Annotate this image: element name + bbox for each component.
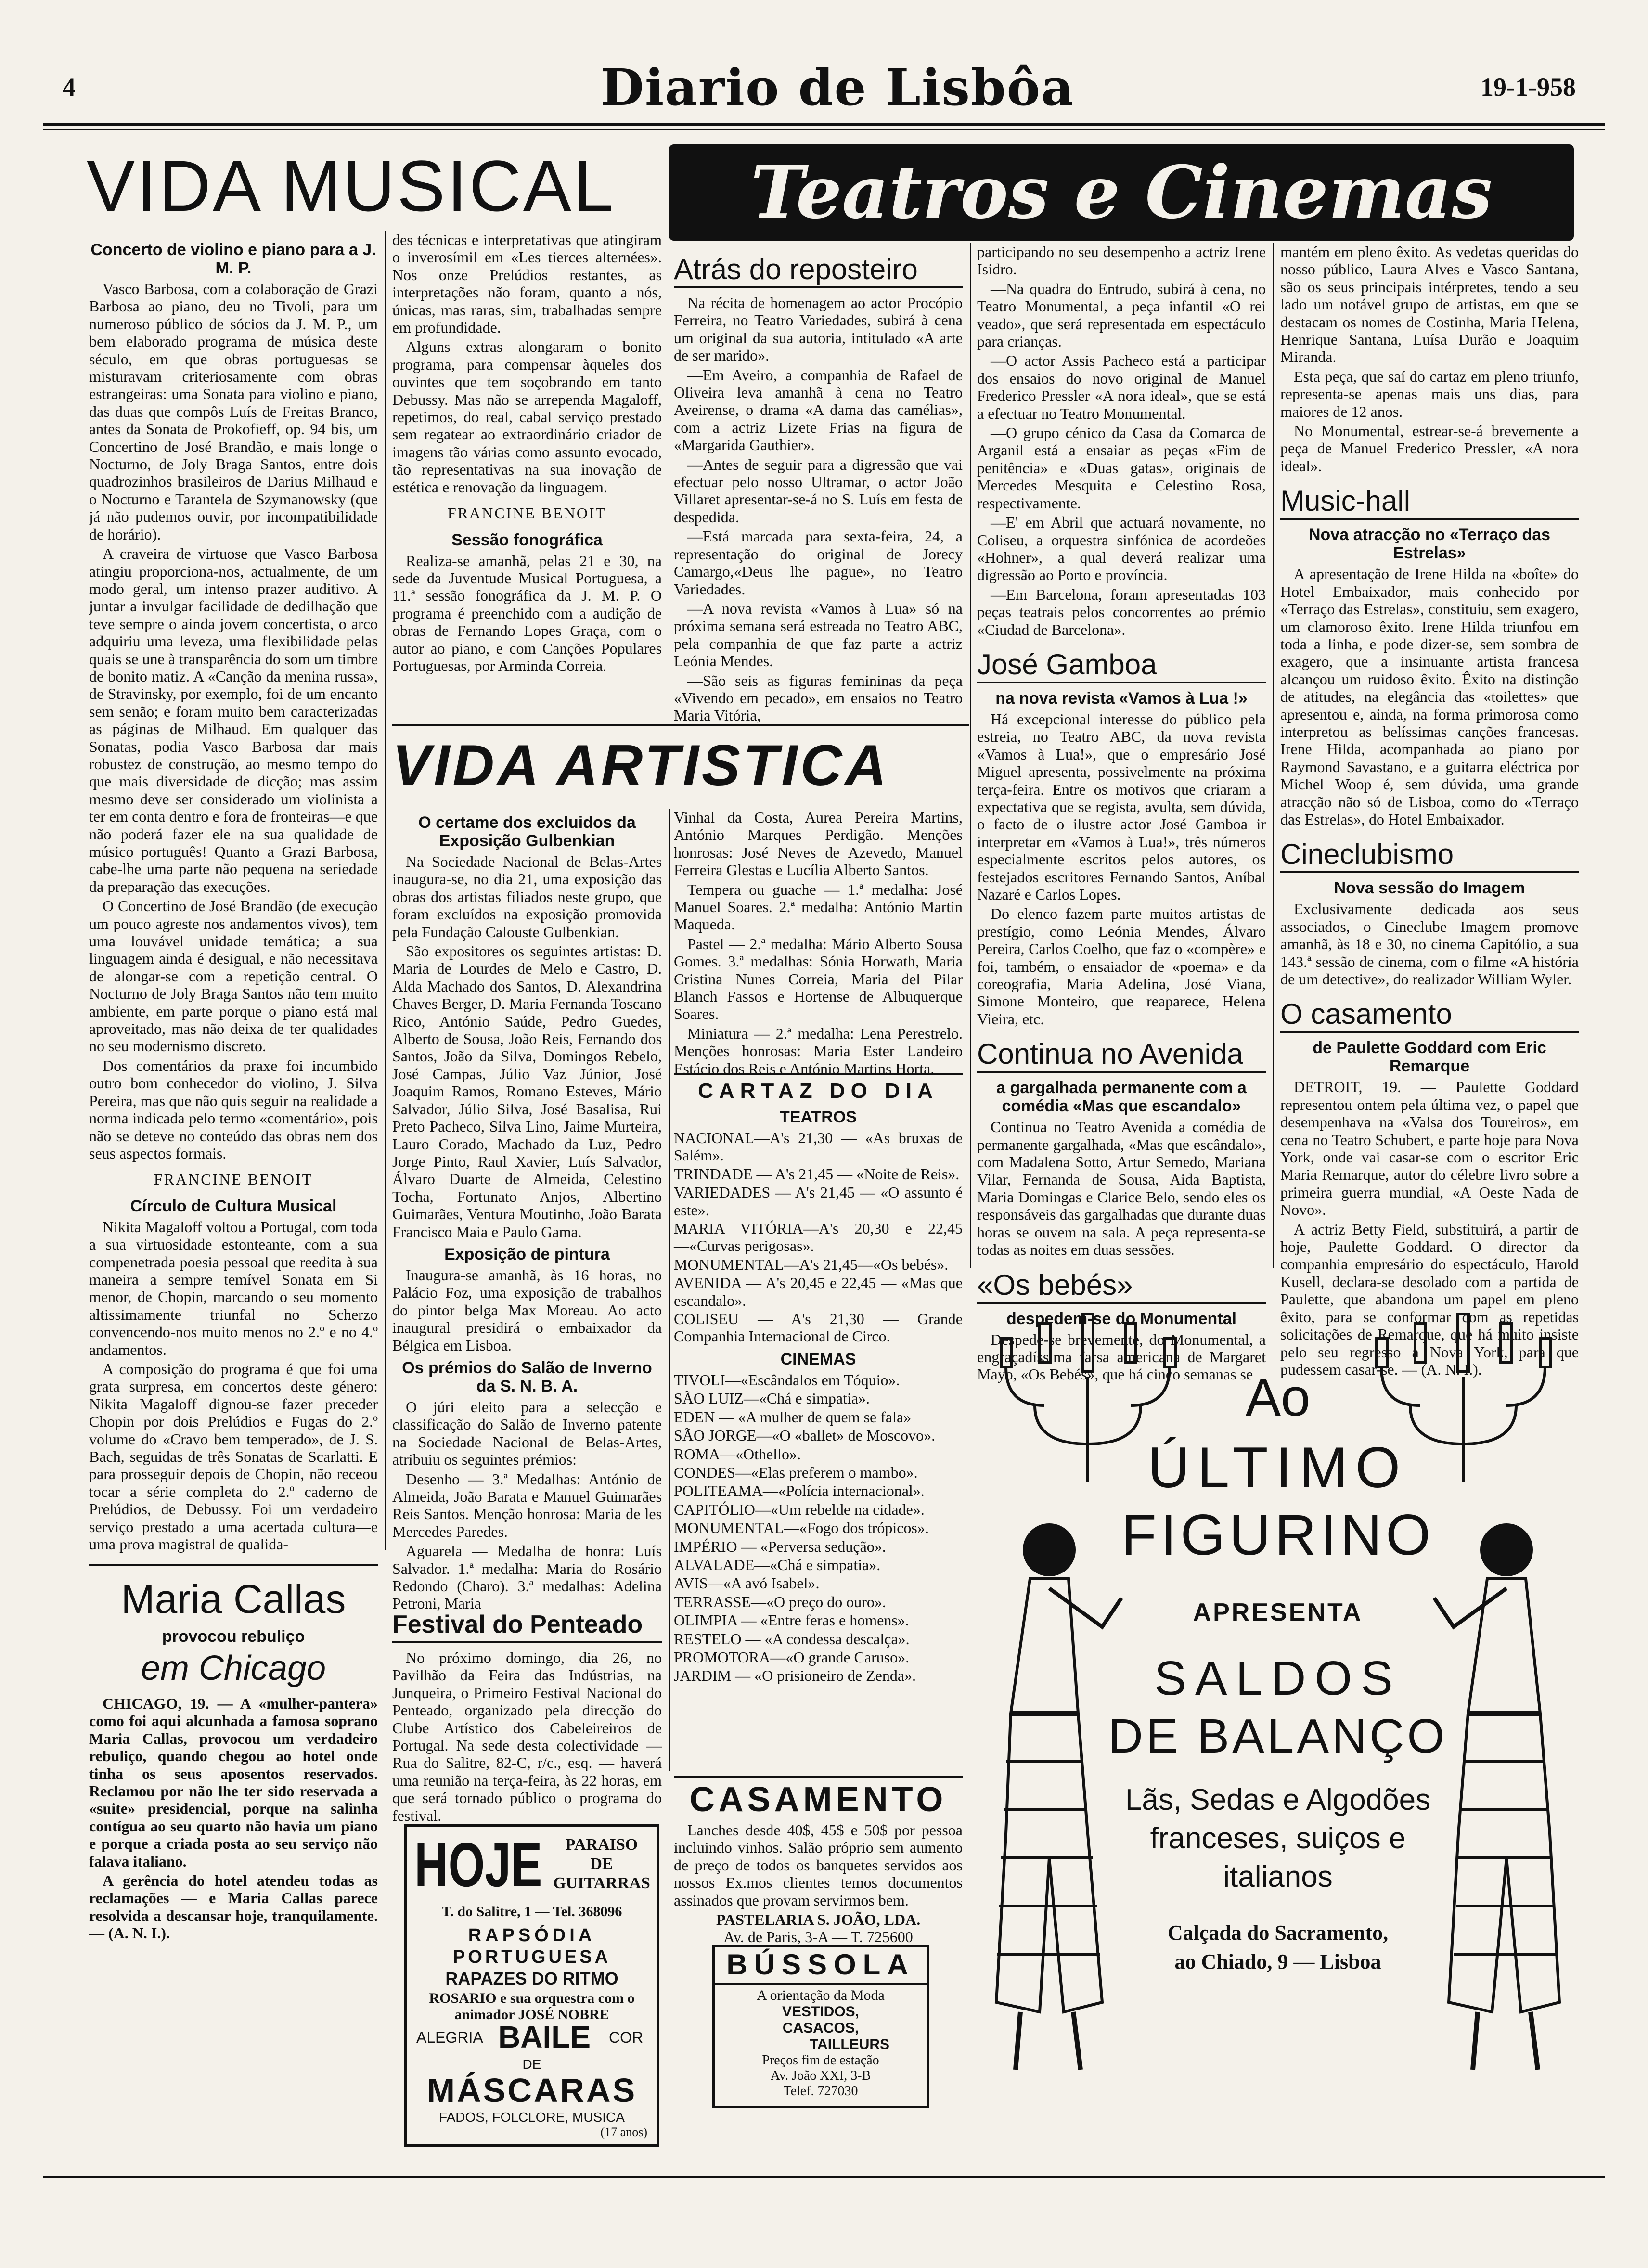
avenida-title: Continua no Avenida bbox=[977, 1037, 1266, 1073]
sessao-heading: Sessão fonográfica bbox=[451, 530, 603, 549]
bussola-title: BÚSSOLA bbox=[715, 1947, 927, 1984]
concerto-p1: Vasco Barbosa, com a colaboração de Grazi Barbosa ao piano, deu no Tivoli, para um numeroso público de sócios da J. M. P., um bem elaborado programa de música deste século, em que obras portuguesas se misturavam criteriosamente com obras estrangeiras: uma Sonata para violino e piano, das duas que compôs Luís de Freitas Branco, antes da Sonata de Prokofieff, op. 94 bis, um Concertino de José Brandão, e mais longe o Nocturno, de Joly Braga Santos, entre dois quadrozinhos brasileiros de Darius Milhaud e o Nocturno e Tarantela de Szymanowsky (que já não pudemos ouvir, por incompatibilidade de horário). bbox=[89, 280, 378, 543]
hoje-right-block bbox=[551, 1835, 652, 1893]
casamento-ad bbox=[674, 1776, 963, 1946]
casamento-p2: A actriz Betty Field, substituirá, a partir de hoje, Paulette Goddard. O director da companhia empresário do espectáculo, Harold Kusell, declara-se desolado com a partida de Paulette, que abandona um papel em pleno êxito, para se conformar com as repetidas solicitações de Remarque, que há muito insiste pelo seu regresso a Nova York, para que pudessem casar-se. — (A. N. I.). bbox=[1280, 1220, 1579, 1378]
musichall-sub: Nova atracção no «Terraço das Estrelas» bbox=[1308, 526, 1551, 563]
casamento-sub: de Paulette Goddard com Eric Remarque bbox=[1313, 1039, 1546, 1076]
festival-section bbox=[392, 1598, 662, 1824]
col5-p3: No Monumental, estrear-se-á brevemente a peça de Manuel Frederico Pressler, «A nora ideal». bbox=[1280, 422, 1579, 475]
casamento-ad-title: CASAMENTO bbox=[689, 1780, 947, 1819]
concerto-p3: O Concertino de José Brandão (de execução um pouco agreste nos andamentos vivos), tem uma louvável unidade temática; a sua linguagem ainda é desigual, e não necessitava de alongar-se com a repetição central. O Nocturno de Joly Braga Santos não tem muito ambiente, em parte porque o piano está mal aproveitado, mas não deixa de ter qualidades no seu modernismo discreto. bbox=[89, 897, 378, 1055]
cinemas-list bbox=[674, 1371, 963, 1685]
bebes-sub: despedem-se do Monumental bbox=[1006, 1309, 1236, 1328]
col4-p5: —E' em Abril que actuará novamente, no Coliseu, a orquestra sinfónica de acordeões «Hohner», a qual deverá realizar uma digressão ao Porto e província. bbox=[977, 514, 1266, 584]
hoje-baile: BAILE bbox=[498, 2020, 591, 2054]
circulo-p3: Alguns extras alongaram o bonito programa, para compensar àqueles dos ouvintes que tem soçobrando em tanto Debussy. Mas não se arrependa Magaloff, repetimos, do real, cabal serviço prestado sem regatear ao extraordinário criador de imagens tão várias como assunto evocado, tão representativas na sua inovação de estética e renovação da linguagem. bbox=[392, 338, 662, 496]
reposteiro-p5: —A nova revista «Vamos à Lua» só na próxima semana será estreada no Teatro ABC, pela companhia de que faz parte a actriz Leónia Mendes. bbox=[674, 599, 963, 670]
circulo-heading: Círculo de Cultura Musical bbox=[130, 1197, 337, 1215]
col-b-p4: Miniatura — 2.ª medalha: Lena Perestrelo. Menções honrosas: Maria Ester Landeiro Estácio dos Reis e António Martins Horta. bbox=[674, 1024, 963, 1077]
premios-heading: Os prémios do Salão de Inverno da S. N. B. A. bbox=[402, 1358, 652, 1395]
certame-p2: São expositores os seguintes artistas: D. Maria de Lourdes de Melo e Castro, D. Alda Machado dos Santos, D. Alexandrina Chaves Berger, D. Maria Fernanda Toscano Rico, António Saúde, Pedro Guedes, Alberto de Sousa, João Reis, Fernando dos Santos, João da Silva, Domingos Rebelo, José Campas, Júlio Vaz Júnior, José Joaquim Ramos, Romano Esteves, Mário Salvador, Júlio Silva, José Basalisa, Rui Preto Pacheco, Silva Lino, Jaime Murteira, Lauro Corado, Machado da Luz, Pedro Jorge Pinto, Raul Xavier, Luís Salvador, Álvaro Duarte de Almeida, Celestino Tocha, Fortunato Anjos, Albertino Guimarães, Ventura Moutinho, João Barata Francisco Maia e Paulo Gama. bbox=[392, 942, 662, 1240]
signature-2: FRANCINE BENOIT bbox=[447, 504, 607, 522]
col-b-p3: Pastel — 2.ª medalha: Mário Alberto Sousa Gomes. 3.ª medalhas: Sónia Horwath, Maria Cristina Nunes Correia, Maria del Pilar Blanch Fassos e Hortense de Albuquerque Soares. bbox=[674, 935, 963, 1023]
avenida-p1: Continua no Teatro Avenida a comédia de permanente gargalhada, «Mas que escândalo», com Madalena Sotto, Artur Semedo, Mariana Vilar, Fernanda de Sousa, Aida Baptista, Maria Domingas e Clarice Belo, sendo eles os responsáveis das gargalhadas que durante duas horas se ouvem na sala. A peça representa-se todas as noites em duas sessões. bbox=[977, 1118, 1266, 1259]
cartaz-teatros-label: TEATROS bbox=[780, 1108, 857, 1126]
gamboa-p1: Há excepcional interesse do público pela estreia, no Teatro ABC, da nova revista «Vamos à Lua!», que o empresário José Miguel apresenta, possivelmente na próxima terça-feira. Entre os motivos que criaram a expectativa que se regista, avulta, sem dúvida, o facto de o ilustre actor José Gamboa ir interpretar em «Vamos à Lua!», três números especialmente escritos pelos autores, os festejados escritores Fernando Santos, Aníbal Nazaré e Carlos Lopes. bbox=[977, 710, 1266, 903]
col5-p1: mantém em pleno êxito. As vedetas queridas do nosso público, Laura Alves e Vasco Santana, são os seus principais intérpretes, tendo a seu lado um notável grupo de artistas, em que se destacam os nomes de Costinha, Maria Helena, Henrique Santana, Luísa Durão e Joaquim Miranda. bbox=[1280, 243, 1579, 366]
callas-sub2: em Chicago bbox=[141, 1649, 326, 1688]
reposteiro-title: Atrás do reposteiro bbox=[674, 253, 963, 288]
hoje-r2: DE bbox=[590, 1855, 613, 1873]
col-divider bbox=[385, 231, 386, 1550]
masthead: Diario de Lisbôa bbox=[600, 58, 1075, 117]
ultimo-l3: FIGURINO bbox=[1121, 1503, 1435, 1567]
bussola-l5: Preços fim de estação bbox=[762, 2053, 879, 2068]
concerto-p2: A craveira de virtuose que Vasco Barbosa atingiu proporciona-nos, actualmente, de um modo geral, um intenso prazer auditivo. A juntar a invulgar facilidade de dedilhação que teve sempre o ainda jovem concertista, o arco adquiriu uma leveza, uma flexibilidade pelas quais se une à transparência do som um timbre de bonito matiz. A «Canção da menina russa», de Stravinsky, por exemplo, foi de um encanto sem senão; e foram muito bem caracterizadas as páginas de Milhaud. Em qualquer das Sonatas, podia Vasco Barbosa dar mais robustez de construção, ao mesmo tempo do que mais diversidade de dicção; mas assim mesmo deve ser considerado um violinista a ter em conta dentro e fora de fronteiras—e que não poderá fazer ele na sua qualidade de músico português! Quanto a Grazi Barbosa, cabe-lhe uma parte não pequena na seriedade da preparação das execuções. bbox=[89, 545, 378, 895]
casamento-title: O casamento bbox=[1280, 997, 1579, 1033]
hoje-l4: ROSARIO e sua orquestra com o animador JOSÉ NOBRE bbox=[429, 1990, 635, 2023]
pintura-p1: Inaugura-se amanhã, às 16 horas, no Palácio Foz, uma exposição de trabalhos do pintor belga Max Moreau. Ao acto inaugural presidirá o embaixador da Bélgica em Lisboa. bbox=[392, 1266, 662, 1354]
cartaz-cinemas-label: CINEMAS bbox=[780, 1350, 856, 1368]
sessao-p1: Realiza-se amanhã, pelas 21 e 30, na sede da Juventude Musical Portuguesa, a 11.ª sessão fonográfica da J. M. P. O programa é preenchido com a audição de obras de Fernando Lopes Graça, com o autor ao piano, e com Canções Populares Portuguesas, por Arminda Correia. bbox=[392, 552, 662, 674]
gamboa-sub: na nova revista «Vamos à Lua !» bbox=[995, 689, 1248, 708]
musichall-title: Music-hall bbox=[1280, 484, 1579, 520]
header-rule-2 bbox=[43, 129, 1605, 130]
avenida-sub: a gargalhada permanente com a comédia «Mas que escandalo» bbox=[996, 1079, 1247, 1116]
cartaz-cinema-item: TIVOLI—«Escândalos em Tóquio». bbox=[674, 1371, 900, 1389]
hoje-addr: T. do Salitre, 1 — Tel. 368096 bbox=[441, 1904, 622, 1920]
bussola-l3: CASACOS, bbox=[782, 2020, 859, 2036]
cineclube-p1: Exclusivamente dedicada aos seus associados, o Cineclube Imagem promove amanhã, às 18 e 30, no cinema Capitólio, a sua 143.ª sessão de cinema, com o filme «A história de um detective», do realizador William Wyler. bbox=[1280, 900, 1579, 988]
col-b-p1: Vinhal da Costa, Aurea Pereira Martins, António Marques Perdigão. Menções honrosas: José Neves de Azevedo, Manuel Ferreira Glestas e Lucília Alberto Santos. bbox=[674, 809, 963, 879]
certame-p1: Na Sociedade Nacional de Belas-Artes inaugura-se, no dia 21, uma exposição das obras dos artistas filiados neste grupo, que foram excluídos na exposição promovida pela Fundação Calouste Gulbenkian. bbox=[392, 853, 662, 941]
reposteiro-p6: —São seis as figuras femininas da peça «Vivendo em pecado», em ensaios no Teatro Maria Vitória, bbox=[674, 671, 963, 724]
festival-title: Festival do Penteado bbox=[392, 1608, 662, 1643]
cartaz-cinema-item: PROMOTORA—«O grande Caruso». bbox=[674, 1648, 910, 1666]
vida-musical-title: VIDA MUSICAL bbox=[87, 145, 616, 226]
bussola-l6: Av. João XXI, 3-B bbox=[770, 2068, 871, 2083]
teatros-cinemas-banner: Teatros e Cinemas bbox=[669, 144, 1574, 241]
cartaz-teatro-item: COLISEU — A's 21,30 — Grande Companhia Internacional de Circo. bbox=[674, 1310, 963, 1345]
hoje-cor: COR bbox=[609, 2029, 644, 2046]
concerto-p4: Dos comentários da praxe foi incumbido outro bom conhecedor do violino, J. Silva Pereira, mas que não quis seguir na realidade a norma indicada pelo termo «comentário», pois não se deteve no conteúdo das obras nem dos seus aspectos formais. bbox=[89, 1057, 378, 1162]
bussola-l4: TAILLEURS bbox=[809, 2036, 890, 2052]
hoje-l3: RAPAZES DO RITMO bbox=[445, 1969, 618, 1988]
bussola-ad bbox=[712, 1945, 929, 2108]
vida-artistica-rule bbox=[392, 724, 969, 726]
ultimo-l2: ÚLTIMO bbox=[1147, 1435, 1408, 1500]
casamento-ad-addr: Av. de Paris, 3-A — T. 725600 bbox=[723, 1928, 913, 1946]
festival-p1: No próximo domingo, dia 26, no Pavilhão da Feira das Indústrias, na Junqueira, o Primeiro Festival Nacional do Penteado, organizado pela direcção do Clube Artístico dos Cabeleireiros de Portugal. Na sede desta colectividade — Rua do Salitre, 82-C, r/c., esq. — haverá uma reunião na terça-feira, às 22 horas, em que será tornado público o programa do festival. bbox=[392, 1649, 662, 1824]
premios-p2: Desenho — 3.ª Medalhas: António de Almeida, João Barata e Manuel Guimarães Reis Santos. Menção honrosa: Maria de les Mercedes Paredes. bbox=[392, 1470, 662, 1540]
circulo-cont: des técnicas e interpretativas que atingiram o inverosímil em «Les tierces alternées». Nos onze Prelúdios restantes, as interpretações não foram, quanto a nós, únicas, mas raras, sim, trabalhadas sempre em profundidade. bbox=[392, 231, 662, 336]
cartaz-teatro-item: MARIA VITÓRIA—A's 20,30 e 22,45 —«Curvas perigosas». bbox=[674, 1220, 963, 1255]
teatros-col-5 bbox=[1280, 243, 1579, 1378]
cartaz-cinema-item: ALVALADE—«Chá e simpatia». bbox=[674, 1556, 881, 1573]
gamboa-title: José Gamboa bbox=[977, 648, 1266, 683]
hoje-age: (17 anos) bbox=[600, 2125, 647, 2139]
hoje-alegria: ALEGRIA bbox=[416, 2029, 483, 2046]
hoje-ad bbox=[404, 1824, 659, 2147]
col4-p6: —Em Barcelona, foram apresentadas 103 peças teatrais pelos concorrentes ao prémio «Ciudad de Barcelona». bbox=[977, 585, 1266, 638]
callas-sub1: provocou rebuliço bbox=[162, 1627, 305, 1646]
vida-musical-col-2 bbox=[392, 231, 662, 722]
col-divider-3 bbox=[1273, 243, 1274, 1268]
page-number: 4 bbox=[63, 73, 76, 102]
bussola-l7: Telef. 727030 bbox=[783, 2084, 858, 2099]
col4-p4: —O grupo cénico da Casa da Comarca de Arganil está a ensaiar as peças «Fim de penitência» e «Duas gatas», originais de Mercedes Mesquita e Celestino Rosa, respectivamente. bbox=[977, 424, 1266, 512]
hoje-l2: PORTUGUESA bbox=[452, 1947, 611, 1967]
cartaz-cinema-item: JARDIM — «O prisioneiro de Zenda». bbox=[674, 1667, 916, 1685]
hoje-l1: RAPSÓDIA bbox=[468, 1925, 596, 1946]
reposteiro-p4: —Está marcada para sexta-feira, 24, a representação do original de Jorecy Camargo,«Deus lhe pague», no Teatro Variedades. bbox=[674, 528, 963, 598]
certame-heading: O certame dos excluidos da Exposição Gulbenkian bbox=[418, 813, 636, 850]
cartaz-cinema-item: EDEN — «A mulher de quem se fala» bbox=[674, 1408, 912, 1426]
musichall-p1: A apresentação de Irene Hilda na «boîte» do Hotel Embaixador, mais conhecido por «Terraço das Estrelas», constituiu, sem exagero, um clamoroso êxito. Irene Hilda triunfou em toda a linha, e pode dizer-se, sem sombra de exagero, que a insinuante artista francesa alcançou um ruidoso êxito. Êxito na distinção de atitudes, na elegância das «toilettes» que apresentou e, ainda, na forma primorosa como interpretou as belíssimas canções francesas. Irene Hilda, acompanhada ao piano por Raymond Savastano, e a guitarra eléctrica por Michel Woop é, sem dúvida, uma grande atracção não só de Lisboa, como do «Terraço das Estrelas», do Hotel Embaixador. bbox=[1280, 565, 1579, 828]
circulo-p2: A composição do programa é que foi uma grata surpresa, em concertos deste género: Nikita Magaloff dignou-se fazer preceder Chopin por dois Prelúdios e Fugas do 2.º volume do «Cravo bem temperado», de J. S. Bach, seguidas de três Sonatas de Scarlatti. E para prosseguir depois de Chopin, não receou tocar a série completa do 2.º caderno de Prelúdios, de Debussy. Foi um verdadeiro serviço prestado a uma acertada cultura—e uma prova magistral de qualida- bbox=[89, 1360, 378, 1553]
header-rule bbox=[43, 123, 1605, 126]
col4-p2: —Na quadra do Entrudo, subirá à cena, no Teatro Monumental, a peça infantil «O rei veado», que será representada em espectáculo para crianças. bbox=[977, 280, 1266, 350]
cartaz-cinema-item: AVIS—«A avó Isabel». bbox=[674, 1574, 820, 1592]
callas-section bbox=[89, 1564, 378, 2163]
ultimo-l6: DE BALANÇO bbox=[1108, 1709, 1448, 1763]
signature: FRANCINE BENOIT bbox=[154, 1171, 313, 1188]
bussola-l2: VESTIDOS, bbox=[782, 2004, 860, 2020]
cartaz-teatro-item: NACIONAL—A's 21,30 — «As bruxas de Salém». bbox=[674, 1129, 963, 1164]
hoje-mascaras: MÁSCARAS bbox=[426, 2072, 637, 2109]
callas-p1: CHICAGO, 19. — A «mulher-pantera» como foi aqui alcunhada a famosa soprano Maria Callas, provocou um verdadeiro rebuliço, quando chegou ao hotel onde tinha os seus aposentos reservados. Reclamou por não lhe ter sido reservada a «suite» presidencial, porque na salinha contígua ao seu quarto não havia um piano e porque a criada posta ao seu serviço não falava italiano. bbox=[89, 1695, 378, 1870]
reposteiro-p1: Na récita de homenagem ao actor Procópio Ferreira, no Teatro Variedades, subirá à cena um original da sua autoria, intitulado «A arte de ser marido». bbox=[674, 294, 963, 364]
casamento-ad-p1: Lanches desde 40$, 45$ e 50$ por pessoa incluindo vinhos. Salão próprio sem aumento de preço de todos os banquetes servidos aos nossos Ex.mos clientes temos documentos assinados que provam servirmos bem. bbox=[674, 1821, 963, 1909]
cineclube-title: Cineclubismo bbox=[1280, 838, 1579, 873]
col-divider-4 bbox=[669, 809, 670, 1771]
cartaz-cinema-item: RESTELO — «A condessa descalça». bbox=[674, 1630, 910, 1648]
footer-rule bbox=[43, 2176, 1605, 2178]
hoje-fados: FADOS, FOLCLORE, MUSICA bbox=[439, 2110, 625, 2125]
hoje-r1: PARAISO bbox=[565, 1836, 638, 1854]
teatros-list bbox=[674, 1129, 963, 1345]
callas-title: Maria Callas bbox=[121, 1576, 346, 1622]
hoje-de: DE bbox=[522, 2057, 541, 2072]
bebes-title: «Os bebés» bbox=[977, 1268, 1266, 1304]
cartaz-cinema-item: TERRASSE—«O preço do ouro». bbox=[674, 1593, 886, 1611]
col-divider-2 bbox=[970, 243, 971, 1268]
vida-artistica-col-b bbox=[674, 809, 963, 1077]
bebes-p1: Despede-se brevemente, do Monumental, a engraçadíssima farsa americana de Margaret Mayo, «Os Bebés», que há cinco semanas se bbox=[977, 1330, 1266, 1383]
teatros-col-4 bbox=[977, 243, 1266, 1383]
cartaz-cinema-item: POLITEAMA—«Polícia internacional». bbox=[674, 1482, 925, 1500]
ultimo-l4: APRESENTA bbox=[1193, 1598, 1363, 1626]
cartaz-teatro-item: VARIEDADES — A's 21,45 — «O assunto é este». bbox=[674, 1184, 963, 1219]
gamboa-p2: Do elenco fazem parte muitos artistas de prestígio, como Leónia Mendes, Álvaro Pereira, Carlos Coelho, que faz o «compère» e foi, também, o ensaiador de «poema» e da coreografia, Maria Adelina, José Viana, Simone Monteiro, que reaparece, Helena Vieira, etc. bbox=[977, 905, 1266, 1028]
vida-artistica-col-a bbox=[392, 809, 662, 1612]
premios-p1: O júri eleito para a selecção e classificação do Salão de Inverno patente na Sociedade Nacional de Belas-Artes, atribuiu os seguintes prémios: bbox=[392, 1398, 662, 1469]
cartaz-teatro-item: AVENIDA — A's 20,45 e 22,45 — «Mas que escandalo». bbox=[674, 1274, 963, 1309]
casamento-p1: DETROIT, 19. — Paulette Goddard representou ontem pela última vez, o papel que desempenhava na «Valsa dos Toureiros», em cena no Teatro Schubert, e parte hoje para Nova York, onde vai casar-se com o escritor Eric Maria Remarque, autor do célebre livro sobre a primeira guerra mundial, «A Oeste Nada de Novo». bbox=[1280, 1078, 1579, 1219]
ultimo-l7: Lãs, Sedas e Algodões franceses, suiços e italianos bbox=[1125, 1783, 1431, 1894]
cartaz-cinema-item: IMPÉRIO — «Perversa sedução». bbox=[674, 1537, 886, 1555]
cartaz-cinema-item: CAPITÓLIO—«Um rebelde na cidade». bbox=[674, 1500, 925, 1518]
issue-date: 19-1-958 bbox=[1481, 73, 1576, 102]
hoje-text: HOJE bbox=[414, 1830, 542, 1900]
cartaz-cinema-item: SÃO JORGE—«O «ballet» de Moscovo». bbox=[674, 1427, 936, 1444]
vida-musical-col-1 bbox=[89, 236, 378, 1555]
callas-p2: A gerência do hotel atendeu todas as reclamações — e Maria Callas parece resolvida a descansar hoje, tranquilamente. — (A. N. I.). bbox=[89, 1872, 378, 1942]
col4-p1: participando no seu desempenho a actriz Irene Isidro. bbox=[977, 243, 1266, 278]
vida-artistica-title: VIDA ARTISTICA bbox=[392, 733, 889, 798]
casamento-ad-name: PASTELARIA S. JOÃO, LDA. bbox=[716, 1911, 921, 1929]
page-header bbox=[43, 58, 1605, 125]
circulo-p1: Nikita Magaloff voltou a Portugal, com toda a sua virtuosidade estonteante, com a sua compenetrada poesia pessoal que reedita à sua maneira a sempre temível Sonata em Si menor, de Chopin, marcando o seu momento altissimamente triunfal no Scherzo convencendo-nos muito menos no 2.º e no 4.º andamentos. bbox=[89, 1218, 378, 1358]
premios-p3: Aguarela — Medalha de honra: Luís Salvador. 1.ª medalha: Maria do Rosário Redondo (Charo). 3.ª medalhas: Adelina Petroni, Maria bbox=[392, 1542, 662, 1612]
pintura-heading: Exposição de pintura bbox=[444, 1245, 610, 1263]
cartaz-teatro-item: MONUMENTAL—A's 21,45—«Os bebés». bbox=[674, 1255, 949, 1273]
ultimo-l8: Calçada do Sacramento, bbox=[1167, 1921, 1389, 1945]
ultimo-l9: ao Chiado, 9 — Lisboa bbox=[1174, 1950, 1381, 1973]
cineclube-sub: Nova sessão do Imagem bbox=[1334, 879, 1525, 898]
cartaz-teatro-item: TRINDADE — A's 21,45 — «Noite de Reis». bbox=[674, 1165, 960, 1183]
teatros-col-3 bbox=[674, 243, 963, 729]
ultimo-l1: Ao bbox=[1245, 1368, 1311, 1427]
concerto-heading: Concerto de violino e piano para a J. M. P. bbox=[90, 241, 376, 277]
col5-p2: Esta peça, que saí do cartaz em pleno triunfo, representa-se apenas mais uns dias, para maiores de 12 anos. bbox=[1280, 367, 1579, 420]
ultimo-figurino-ad bbox=[977, 1280, 1579, 2156]
hoje-r3: GUITARRAS bbox=[553, 1874, 650, 1892]
cartaz-title: CARTAZ DO DIA bbox=[674, 1073, 963, 1103]
cartaz-cinema-item: OLIMPIA — «Entre feras e homens». bbox=[674, 1611, 909, 1629]
cartaz-do-dia bbox=[674, 1073, 963, 1766]
cartaz-cinema-item: ROMA—«Othello». bbox=[674, 1445, 801, 1463]
reposteiro-p2: —Em Aveiro, a companhia de Rafael de Oliveira leva amanhã à cena no Teatro Aveirense, o drama «A dama das camélias», com a actriz Lizete Frias na figura de «Margarida Gauthier». bbox=[674, 366, 963, 454]
ultimo-l5: SALDOS bbox=[1154, 1651, 1402, 1705]
bussola-l1: A orientação da Moda bbox=[757, 1987, 885, 2003]
cartaz-cinema-item: MONUMENTAL—«Fogo dos trópicos». bbox=[674, 1519, 929, 1537]
col4-p3: —O actor Assis Pacheco está a participar dos ensaios do novo original de Manuel Frederico Pressler «A nora ideal», que se está a efectuar no Teatro Monumental. bbox=[977, 352, 1266, 422]
cartaz-cinema-item: SÃO LUIZ—«Chá e simpatia». bbox=[674, 1390, 870, 1407]
cartaz-cinema-item: CONDES—«Elas preferem o mambo». bbox=[674, 1463, 918, 1481]
reposteiro-p3: —Antes de seguir para a digressão que vai efectuar pelo nosso Ultramar, o actor João Villaret apresentar-se-á no S. Luís em festa de despedida. bbox=[674, 455, 963, 526]
col-b-p2: Tempera ou guache — 1.ª medalha: José Manuel Soares. 2.ª medalha: António Martin Maqueda. bbox=[674, 880, 963, 933]
